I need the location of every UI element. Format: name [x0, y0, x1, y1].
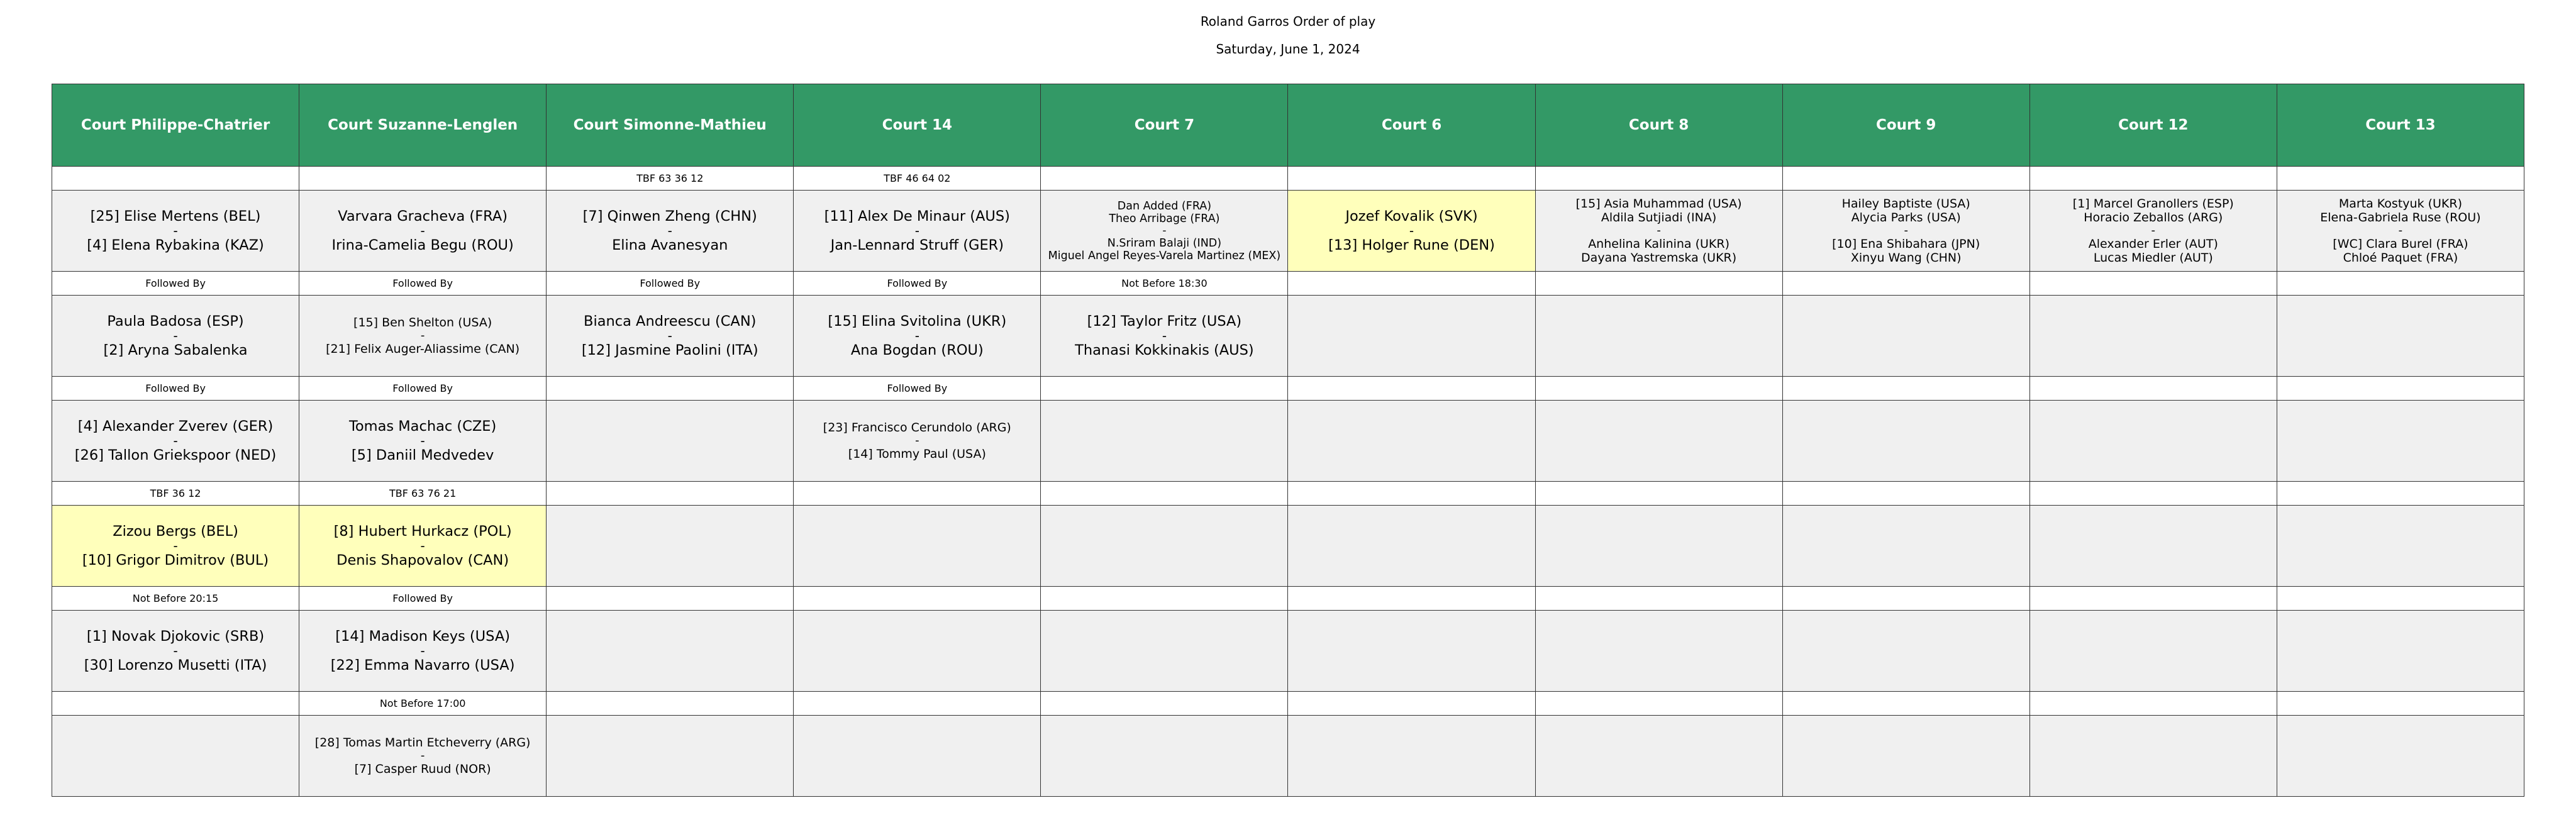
schedule-note	[1288, 167, 1535, 191]
schedule-note	[1288, 482, 1535, 506]
schedule-note	[1041, 587, 1288, 611]
player-name: [11] Alex De Minaur (AUS)	[824, 208, 1010, 224]
match-cell	[299, 611, 547, 692]
schedule-note	[1041, 692, 1288, 716]
schedule-note	[547, 482, 794, 506]
player-name: [4] Alexander Zverev (GER)	[77, 418, 274, 435]
versus-separator: -	[420, 643, 425, 658]
match-cell	[52, 401, 299, 482]
schedule-note	[1288, 377, 1535, 401]
match-row	[52, 296, 2524, 377]
versus-separator: -	[173, 538, 178, 553]
empty-match-cell	[1535, 611, 1782, 692]
empty-match-cell	[547, 716, 794, 797]
empty-match-cell	[794, 506, 1041, 587]
page-title: Roland Garros Order of play	[1200, 14, 1376, 29]
schedule-note	[1535, 377, 1782, 401]
match-cell	[1041, 191, 1288, 272]
match-cell	[1782, 191, 2029, 272]
schedule-note-row	[52, 272, 2524, 296]
schedule-note: Not Before 18:30	[1041, 272, 1288, 296]
schedule-note	[2029, 587, 2277, 611]
player-name: Denis Shapovalov (CAN)	[336, 552, 509, 568]
versus-separator: -	[173, 643, 178, 658]
schedule-note: TBF 63 76 21	[299, 482, 547, 506]
player-name: [10] Grigor Dimitrov (BUL)	[82, 552, 269, 568]
player-name: Alycia Parks (USA)	[1851, 211, 1961, 224]
player-name: Irina-Camelia Begu (ROU)	[331, 237, 514, 253]
empty-match-cell	[2029, 401, 2277, 482]
match-cell	[1288, 191, 1535, 272]
schedule-note	[52, 692, 299, 716]
empty-match-cell	[2277, 401, 2524, 482]
schedule-note	[2029, 482, 2277, 506]
player-name: [25] Elise Mertens (BEL)	[90, 208, 261, 224]
empty-match-cell	[1782, 401, 2029, 482]
match-cell	[299, 506, 547, 587]
match-cell	[547, 191, 794, 272]
schedule-note: Followed By	[299, 587, 547, 611]
order-of-play-table	[52, 84, 2524, 797]
player-name: [22] Emma Navarro (USA)	[330, 657, 515, 673]
empty-match-cell	[2277, 296, 2524, 377]
schedule-note: TBF 46 64 02	[794, 167, 1041, 191]
player-name: Horacio Zeballos (ARG)	[2084, 211, 2223, 224]
player-name: Dan Added (FRA)	[1117, 199, 1212, 213]
match-cell	[2029, 191, 2277, 272]
empty-match-cell	[1535, 716, 1782, 797]
versus-separator: -	[2398, 224, 2403, 237]
player-name: Theo Arribage (FRA)	[1109, 212, 1220, 225]
schedule-note	[1288, 692, 1535, 716]
schedule-note	[1782, 272, 2029, 296]
player-name: [14] Madison Keys (USA)	[335, 628, 511, 645]
player-name: [7] Casper Ruud (NOR)	[354, 762, 491, 776]
versus-separator: -	[1904, 224, 1908, 237]
match-cell	[52, 296, 299, 377]
player-name: [23] Francisco Cerundolo (ARG)	[823, 421, 1011, 435]
empty-match-cell	[1041, 716, 1288, 797]
player-name: Zizou Bergs (BEL)	[113, 523, 238, 540]
court-header: Court 14	[794, 84, 1041, 167]
versus-separator: -	[173, 328, 178, 343]
player-name: [4] Elena Rybakina (KAZ)	[87, 237, 264, 253]
player-name: [12] Taylor Fritz (USA)	[1087, 313, 1242, 330]
versus-separator: -	[1162, 224, 1167, 237]
match-cell	[299, 401, 547, 482]
schedule-note	[2029, 272, 2277, 296]
empty-match-cell	[52, 716, 299, 797]
schedule-note: Followed By	[547, 272, 794, 296]
empty-match-cell	[1782, 506, 2029, 587]
player-name: [WC] Clara Burel (FRA)	[2333, 237, 2468, 251]
versus-separator: -	[1409, 223, 1414, 238]
schedule-note	[794, 692, 1041, 716]
match-cell	[794, 401, 1041, 482]
empty-match-cell	[1288, 296, 1535, 377]
schedule-note	[2277, 692, 2524, 716]
schedule-note: Followed By	[52, 272, 299, 296]
versus-separator: -	[1162, 328, 1167, 343]
empty-match-cell	[1288, 506, 1535, 587]
schedule-note	[1535, 167, 1782, 191]
versus-separator: -	[2151, 224, 2156, 237]
player-name: [5] Daniil Medvedev	[351, 447, 494, 463]
player-name: Lucas Miedler (AUT)	[2093, 251, 2213, 265]
match-row	[52, 401, 2524, 482]
empty-match-cell	[1041, 506, 1288, 587]
empty-match-cell	[2029, 506, 2277, 587]
court-header: Court 13	[2277, 84, 2524, 167]
schedule-note	[2277, 167, 2524, 191]
player-name: [14] Tommy Paul (USA)	[848, 447, 986, 461]
court-header: Court 12	[2029, 84, 2277, 167]
match-cell	[2277, 191, 2524, 272]
match-row	[52, 611, 2524, 692]
schedule-note: TBF 36 12	[52, 482, 299, 506]
empty-match-cell	[1288, 716, 1535, 797]
empty-match-cell	[1782, 611, 2029, 692]
empty-match-cell	[1288, 611, 1535, 692]
empty-match-cell	[2277, 611, 2524, 692]
player-name: [1] Marcel Granollers (ESP)	[2072, 197, 2234, 211]
schedule-note	[1782, 482, 2029, 506]
court-header: Court 7	[1041, 84, 1288, 167]
empty-match-cell	[1041, 401, 1288, 482]
empty-match-cell	[547, 506, 794, 587]
schedule-note	[794, 587, 1041, 611]
schedule-note	[299, 167, 547, 191]
schedule-note	[1782, 167, 2029, 191]
schedule-note	[2277, 482, 2524, 506]
schedule-note: TBF 63 36 12	[547, 167, 794, 191]
player-name: Xinyu Wang (CHN)	[1850, 251, 1962, 265]
player-name: [26] Tallon Griekspoor (NED)	[74, 447, 277, 463]
schedule-note: Followed By	[794, 377, 1041, 401]
player-name: [8] Hubert Hurkacz (POL)	[333, 523, 512, 540]
player-name: Thanasi Kokkinakis (AUS)	[1075, 342, 1254, 358]
empty-match-cell	[1535, 506, 1782, 587]
match-cell	[52, 191, 299, 272]
schedule-note-row	[52, 482, 2524, 506]
player-name: [15] Ben Shelton (USA)	[353, 316, 492, 330]
versus-separator: -	[667, 328, 672, 343]
page-date: Saturday, June 1, 2024	[1216, 42, 1360, 57]
schedule-note	[794, 482, 1041, 506]
player-name: [1] Novak Djokovic (SRB)	[86, 628, 265, 645]
schedule-note	[2029, 692, 2277, 716]
schedule-note	[2029, 377, 2277, 401]
player-name: Elina Avanesyan	[612, 237, 728, 253]
match-row	[52, 716, 2524, 797]
schedule-note	[52, 167, 299, 191]
court-header: Court 6	[1288, 84, 1535, 167]
schedule-note	[1288, 272, 1535, 296]
player-name: Marta Kostyuk (UKR)	[2338, 197, 2463, 211]
match-cell	[299, 296, 547, 377]
schedule-note	[547, 692, 794, 716]
player-name: [30] Lorenzo Musetti (ITA)	[84, 657, 267, 673]
match-cell	[547, 296, 794, 377]
schedule-note	[2277, 272, 2524, 296]
schedule-body	[52, 167, 2524, 797]
schedule-note: Not Before 17:00	[299, 692, 547, 716]
court-header: Court 8	[1535, 84, 1782, 167]
schedule-note-row	[52, 692, 2524, 716]
empty-match-cell	[1535, 296, 1782, 377]
versus-separator: -	[173, 223, 178, 238]
match-cell	[299, 191, 547, 272]
empty-match-cell	[794, 611, 1041, 692]
schedule-note	[1535, 482, 1782, 506]
schedule-note	[1782, 587, 2029, 611]
schedule-note	[1782, 692, 2029, 716]
schedule-note	[1041, 167, 1288, 191]
versus-separator: -	[667, 223, 672, 238]
match-cell	[794, 191, 1041, 272]
empty-match-cell	[1041, 611, 1288, 692]
player-name: Hailey Baptiste (USA)	[1841, 197, 1970, 211]
match-row	[52, 191, 2524, 272]
court-header: Court Philippe-Chatrier	[52, 84, 299, 167]
match-cell	[52, 506, 299, 587]
versus-separator: -	[420, 329, 425, 342]
player-name: [15] Asia Muhammad (USA)	[1575, 197, 1742, 211]
schedule-note	[1041, 482, 1288, 506]
empty-match-cell	[794, 716, 1041, 797]
player-name: [2] Aryna Sabalenka	[103, 342, 248, 358]
schedule-note: Followed By	[299, 377, 547, 401]
schedule-note	[1535, 587, 1782, 611]
schedule-note: Followed By	[794, 272, 1041, 296]
schedule-note	[1535, 272, 1782, 296]
player-name: Anhelina Kalinina (UKR)	[1588, 237, 1730, 251]
schedule-note	[1041, 377, 1288, 401]
court-header: Court Simonne-Mathieu	[547, 84, 794, 167]
schedule-note-row	[52, 377, 2524, 401]
empty-match-cell	[2029, 611, 2277, 692]
court-header: Court Suzanne-Lenglen	[299, 84, 547, 167]
schedule-note: Not Before 20:15	[52, 587, 299, 611]
player-name: Alexander Erler (AUT)	[2088, 237, 2218, 251]
match-cell	[1041, 296, 1288, 377]
versus-separator: -	[914, 223, 919, 238]
empty-match-cell	[1288, 401, 1535, 482]
player-name: [15] Elina Svitolina (UKR)	[828, 313, 1007, 330]
schedule-note	[1782, 377, 2029, 401]
player-name: [10] Ena Shibahara (JPN)	[1832, 237, 1980, 251]
versus-separator: -	[914, 328, 919, 343]
player-name: Miguel Angel Reyes-Varela Martinez (MEX)	[1048, 249, 1281, 262]
match-cell	[1535, 191, 1782, 272]
player-name: Elena-Gabriela Ruse (ROU)	[2320, 211, 2481, 224]
player-name: Jan-Lennard Struff (GER)	[830, 237, 1004, 253]
empty-match-cell	[547, 401, 794, 482]
match-row	[52, 506, 2524, 587]
empty-match-cell	[2277, 716, 2524, 797]
player-name: [28] Tomas Martin Etcheverry (ARG)	[314, 736, 531, 750]
match-cell	[794, 296, 1041, 377]
schedule-note-row	[52, 587, 2524, 611]
player-name: Jozef Kovalik (SVK)	[1345, 208, 1478, 224]
versus-separator: -	[1657, 224, 1661, 237]
versus-separator: -	[420, 538, 425, 553]
schedule-note: Followed By	[299, 272, 547, 296]
empty-match-cell	[1535, 401, 1782, 482]
versus-separator: -	[420, 223, 425, 238]
schedule-note	[1535, 692, 1782, 716]
player-name: Aldila Sutjiadi (INA)	[1601, 211, 1717, 224]
player-name: Tomas Machac (CZE)	[348, 418, 497, 435]
player-name: [21] Felix Auger-Aliassime (CAN)	[326, 342, 520, 356]
schedule-note	[547, 587, 794, 611]
schedule-note	[2029, 167, 2277, 191]
schedule-note: Followed By	[52, 377, 299, 401]
court-header-row	[52, 84, 2524, 167]
empty-match-cell	[1782, 296, 2029, 377]
court-header: Court 9	[1782, 84, 2029, 167]
versus-separator: -	[420, 749, 425, 762]
player-name: N.Sriram Balaji (IND)	[1107, 236, 1222, 250]
versus-separator: -	[420, 433, 425, 448]
empty-match-cell	[2277, 506, 2524, 587]
player-name: Bianca Andreescu (CAN)	[584, 313, 757, 330]
player-name: Paula Badosa (ESP)	[107, 313, 244, 330]
schedule-note	[547, 377, 794, 401]
schedule-note	[2277, 377, 2524, 401]
empty-match-cell	[1782, 716, 2029, 797]
player-name: Chloé Paquet (FRA)	[2343, 251, 2458, 265]
empty-match-cell	[547, 611, 794, 692]
versus-separator: -	[915, 434, 919, 447]
schedule-note-row	[52, 167, 2524, 191]
player-name: [7] Qinwen Zheng (CHN)	[582, 208, 757, 224]
empty-match-cell	[2029, 296, 2277, 377]
empty-match-cell	[2029, 716, 2277, 797]
match-cell	[299, 716, 547, 797]
player-name: Varvara Gracheva (FRA)	[338, 208, 508, 224]
schedule-note	[1288, 587, 1535, 611]
player-name: Ana Bogdan (ROU)	[850, 342, 984, 358]
match-cell	[52, 611, 299, 692]
player-name: [12] Jasmine Paolini (ITA)	[581, 342, 758, 358]
player-name: Dayana Yastremska (UKR)	[1581, 251, 1737, 265]
player-name: [13] Holger Rune (DEN)	[1328, 237, 1495, 253]
schedule-note	[2277, 587, 2524, 611]
versus-separator: -	[173, 433, 178, 448]
